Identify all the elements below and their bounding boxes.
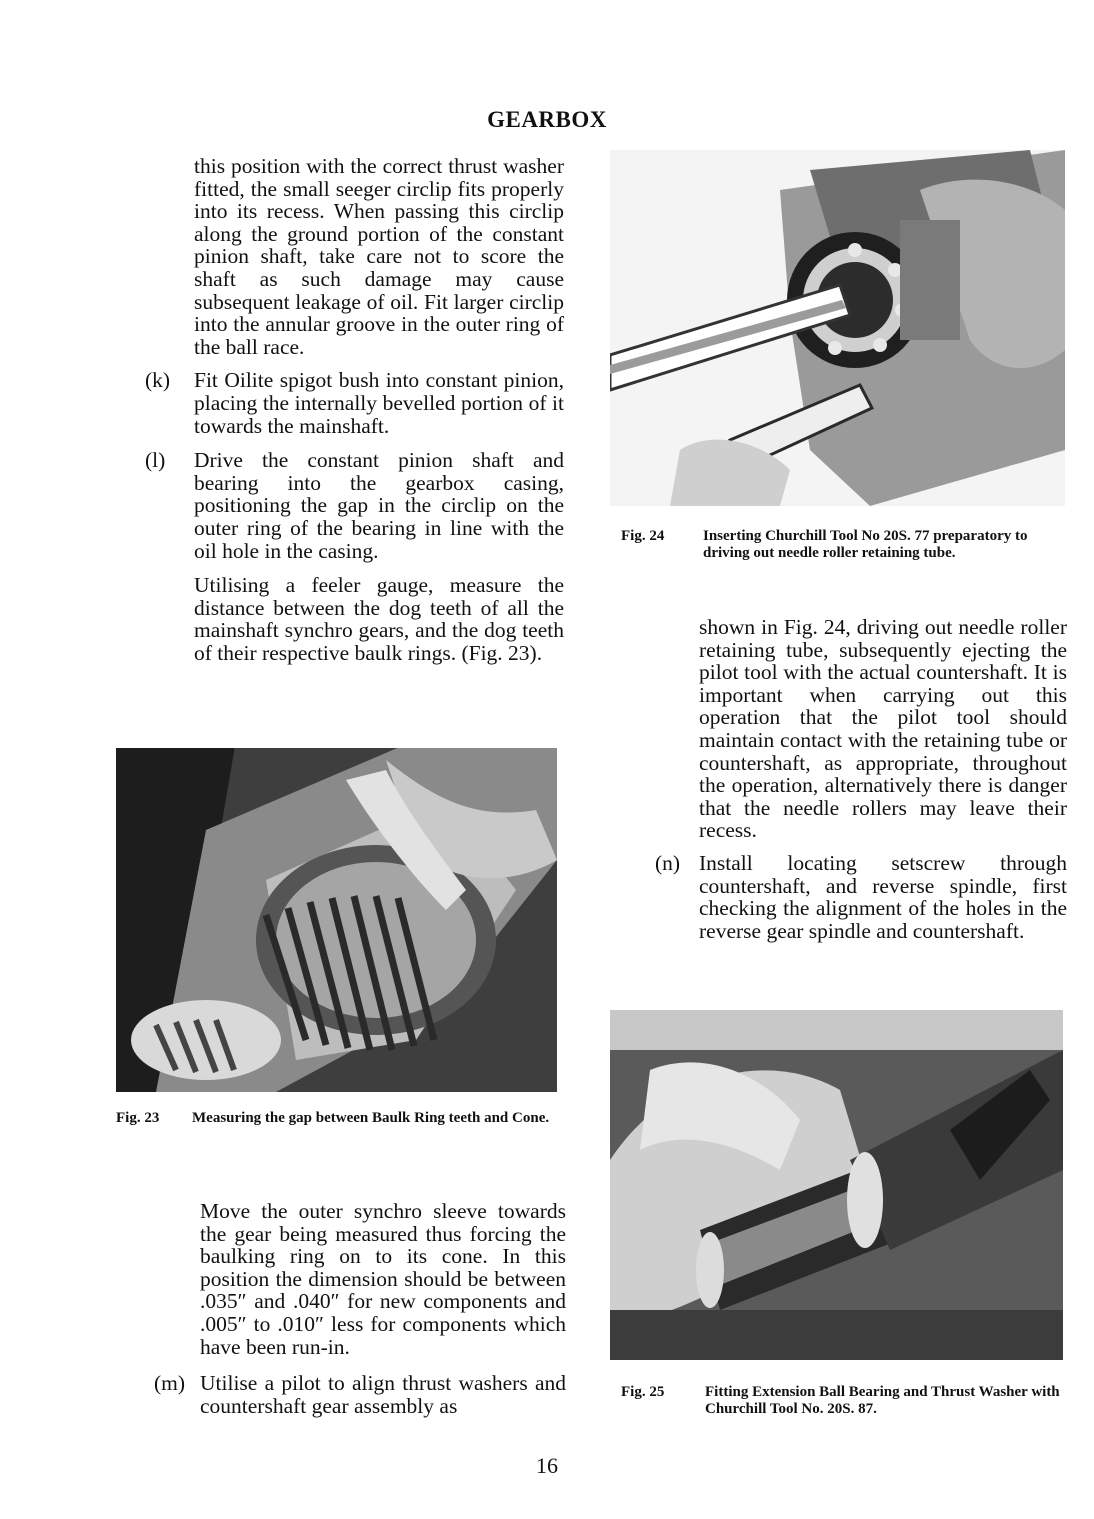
gearbox-synchro-photo-illustration — [116, 740, 557, 1092]
left-column-upper-text — [145, 154, 564, 675]
step-m — [154, 1371, 566, 1418]
step-l-text: Drive the constant pinion shaft and bearing into the gearbox casing, positioning the gap in the circlip on the outer ring of the bearing in line with the oil hole in the casing. — [194, 448, 564, 563]
figure-23-caption-text: Measuring the gap between Baulk Ring teeth and Cone. — [192, 1110, 550, 1126]
figure-24-caption — [621, 528, 1066, 586]
extension-bearing-photo-illustration — [610, 1010, 1063, 1360]
figure-23-photo — [116, 740, 557, 1092]
step-n — [655, 850, 1067, 943]
figure-23-number: Fig. 23 — [116, 1110, 160, 1126]
step-n-marker: (n) — [655, 850, 681, 875]
step-l-marker: (l) — [145, 448, 166, 473]
figure-24-photo — [610, 150, 1065, 506]
step-k-marker: (k) — [145, 368, 171, 393]
continuation-paragraph: this position with the correct thrust washer fitted, the small seeger circlip fits properly into its recess. When passing this circlip along the ground portion of the constant pinion shaft, take care not to score the shaft as such damage may cause subsequent leakage of oil. Fit larger circlip into the annular groove in the outer ring of the ball race. — [194, 154, 564, 359]
step-l — [145, 448, 564, 563]
page-number: 16 — [536, 1453, 558, 1478]
figure-24-number: Fig. 24 — [621, 528, 665, 544]
left-column-lower-text — [154, 1199, 566, 1429]
synchro-sleeve-paragraph: Move the outer synchro sleeve towards the gear being measured thus forcing the baulking ring on to its cone. In this position the dimension should be between .035″ and .040″ for new components and .005″ to .010″ less for components which have been run-in. — [200, 1199, 566, 1359]
step-n-text: Install locating setscrew through countershaft, and reverse spindle, first checking the alignment of the holes in the reverse gear spindle and countershaft. — [699, 850, 1067, 943]
tool-insertion-photo-illustration — [610, 150, 1065, 506]
step-k — [145, 368, 564, 438]
step-k-text: Fit Oilite spigot bush into constant pinion, placing the internally bevelled portion of it towards the mainshaft. — [194, 368, 564, 438]
figure-25-number: Fig. 25 — [621, 1384, 665, 1400]
figure-25-caption — [621, 1384, 1066, 1424]
feeler-gauge-paragraph: Utilising a feeler gauge, measure the distance between the dog teeth of all the mainshaft synchro gears, and the dog teeth of their respective baulk rings. (Fig. 23). — [194, 573, 564, 665]
figure-25-caption-text: Fitting Extension Ball Bearing and Thrust Washer with Churchill Tool No. 20S. 87. — [705, 1384, 1060, 1417]
step-m-marker: (m) — [154, 1371, 186, 1396]
step-m-text: Utilise a pilot to align thrust washers and countershaft gear assembly as — [200, 1371, 566, 1418]
shown-in-fig24-paragraph: shown in Fig. 24, driving out needle roller retaining tube, subsequently ejecting the pilot tool with the actual countershaft. It is important when carrying out this operation that the pilot tool should maintain contact with the retaining tube or countershaft, as appropriate, throughout the operation, alternatively there is danger that the needle rollers may leave their recess. — [699, 615, 1067, 843]
page-title: GEARBOX — [487, 107, 607, 132]
right-column-text — [655, 615, 1067, 954]
figure-24-caption-text: Inserting Churchill Tool No 20S. 77 preparatory to driving out needle roller retaining tube. — [703, 528, 1028, 561]
figure-23-caption — [116, 1110, 566, 1150]
figure-25-photo — [610, 1010, 1063, 1360]
